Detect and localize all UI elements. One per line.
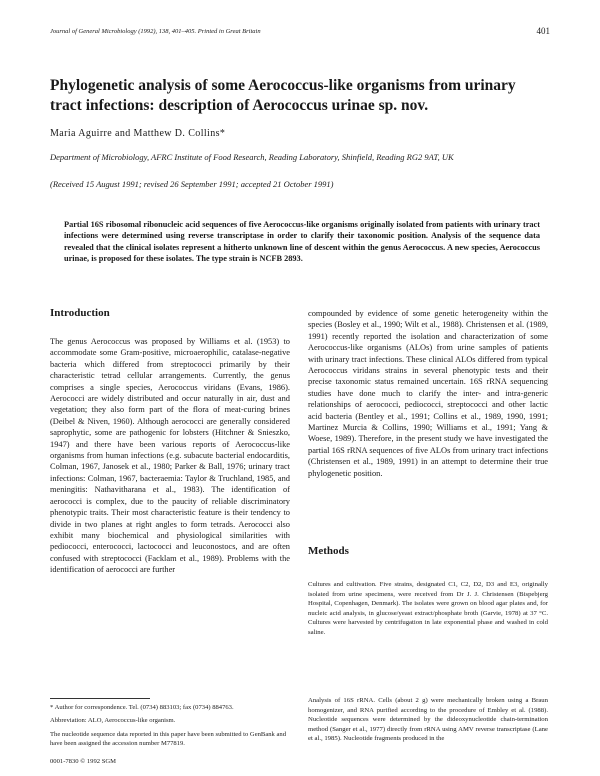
running-head bbox=[50, 28, 550, 35]
article-title: Phylogenetic analysis of some Aerococcus-like organisms from urinary tract infections: description of Aerococcus urinae sp. nov. bbox=[50, 77, 516, 114]
introduction-body: The genus Aerococcus was proposed by Williams et al. (1953) to accommodate some Gram-positive, microaerophilic, catalase-negative bacteria which differed from streptococci primarily by their characteristic tetrad cellular arrangements. Currently, the genus comprises a single species, Aerococcus viridans (Evans, 1986). Aerococci are widely distributed and occur naturally in air, dust and vegetation; they also form part of the flora of meat-curing brines (Deibel & Niven, 1960). Although aerococci are generally considered saprophytic, some are pathogenic for lobsters (Hitchner & Snieszko, 1947) and there have been various reports of Aerococcus-like organisms from human infections (e.g. subacute bacterial endocarditis, Colman, 1967, Janosek et al., 1980; Parker & Ball, 1976; urinary tract infections: Colman, 1967, bacteraemia: Taylor & Truchland, 1985, and meningitis: Nathavitharana et al., 1983). The identification of aerococci is complex, due to the paucity of reliable discriminatory phenotypic traits. Their most characteristic feature is their tendency to divide in two planes at right angles to form tetrads. Aerococci also exhibit many biochemical and physiological similarities with pediococci, enterococci, lactococci and leuconostocs, and are often confused with streptococci (Facklam et al., 1989). Problems with the identification of aerococci are further bbox=[50, 337, 290, 575]
methods-rrna-paragraph: Analysis of 16S rRNA. Cells (about 2 g) were mechanically broken using a Braun homogenizer, and RNA purified according to the procedure of Embley et al. (1988). Nucleotide sequences were determined by the dideoxynucleotide chain-termination method (Sanger et al., 1977) directly from rRNA using AMV reverse transcriptase (Lane et al., 1985). Nucleotide fragments produced in the bbox=[308, 697, 548, 743]
section-heading-introduction: Introduction bbox=[50, 307, 110, 319]
received-dates: (Received 15 August 1991; revised 26 September 1991; accepted 21 October 1991) bbox=[50, 179, 334, 189]
issn-line: 0001-7830 © 1992 SGM bbox=[50, 758, 117, 765]
footnote-correspondence: * Author for correspondence. Tel. (0734) 883103; fax (0734) 884763. bbox=[50, 704, 234, 711]
page-number: 401 bbox=[536, 26, 550, 36]
footnote-accession: The nucleotide sequence data reported in this paper have been submitted to GenBank and have been assigned the accession number M77819. bbox=[50, 730, 287, 748]
article-authors: Maria Aguirre and Matthew D. Collins* bbox=[50, 128, 226, 139]
journal-citation: Journal of General Microbiology (1992), 138, 401–405. Printed in Great Britain bbox=[50, 28, 261, 35]
footnotes bbox=[50, 703, 290, 753]
footnote-abbreviation: Abbreviation: ALO, Aerococcus-like organism. bbox=[50, 717, 176, 725]
footnote-rule bbox=[50, 698, 150, 699]
section-heading-methods: Methods bbox=[308, 545, 349, 557]
methods-cultures-paragraph: Cultures and cultivation. Five strains, designated C1, C2, D2, D3 and E3, originally isolated from urine specimens, were received from Dr J. J. Christensen (Bispebjerg Hospital, Copenhagen, Denmark). The isolates were grown on blood agar plates and, for nucleic acid analysis, in glucose/yeast extract/phosphate broth (Garvie, 1978) at 37 °C. Cultures were harvested by centrifugation in late exponential phase and washed in cold saline. bbox=[308, 581, 548, 636]
abstract: Partial 16S ribosomal ribonucleic acid sequences of five Aerococcus-like organisms originally isolated from patients with urinary tract infections were determined using reverse transcriptase in order to clarify their taxonomic position. Analysis of the sequence data revealed that the clinical isolates represent a hitherto unknown line of descent within the genus Aerococcus. A new species, Aerococcus urinae, is proposed for these isolates. The type strain is NCFB 2893. bbox=[64, 220, 540, 263]
author-affiliation: Department of Microbiology, AFRC Institute of Food Research, Reading Laboratory, Shinfield, Reading RG2 9AT, UK bbox=[50, 152, 454, 162]
introduction-continued: compounded by evidence of some genetic heterogeneity within the species (Bosley et al., 1990; Wilt et al., 1988). Christensen et al. (1989, 1991) recently reported the isolation and characterization of some Aerococcus-like organisms (ALOs) from urine samples of patients with urinary tract infections. These clinical ALOs differed from typical Aerococcus viridans strains in several phenotypic tests and their precise taxonomic status remained uncertain. 16S rRNA sequencing studies have done much to clarify the inter- and intra-generic relationships of aerococci, pediococci, streptococci and other lactic acid bacteria (Bentley et al., 1991; Collins et al., 1989, 1990, 1991; Martinez Murcia & Collins, 1990; Williams et al., 1991; Yang & Woese, 1989). Therefore, in the present study we have investigated the partial 16S rRNA sequences of five ALOs from urinary tract infections (Christensen et al., 1989, 1991) in an attempt to determine their true phylogenetic position. bbox=[308, 309, 548, 478]
